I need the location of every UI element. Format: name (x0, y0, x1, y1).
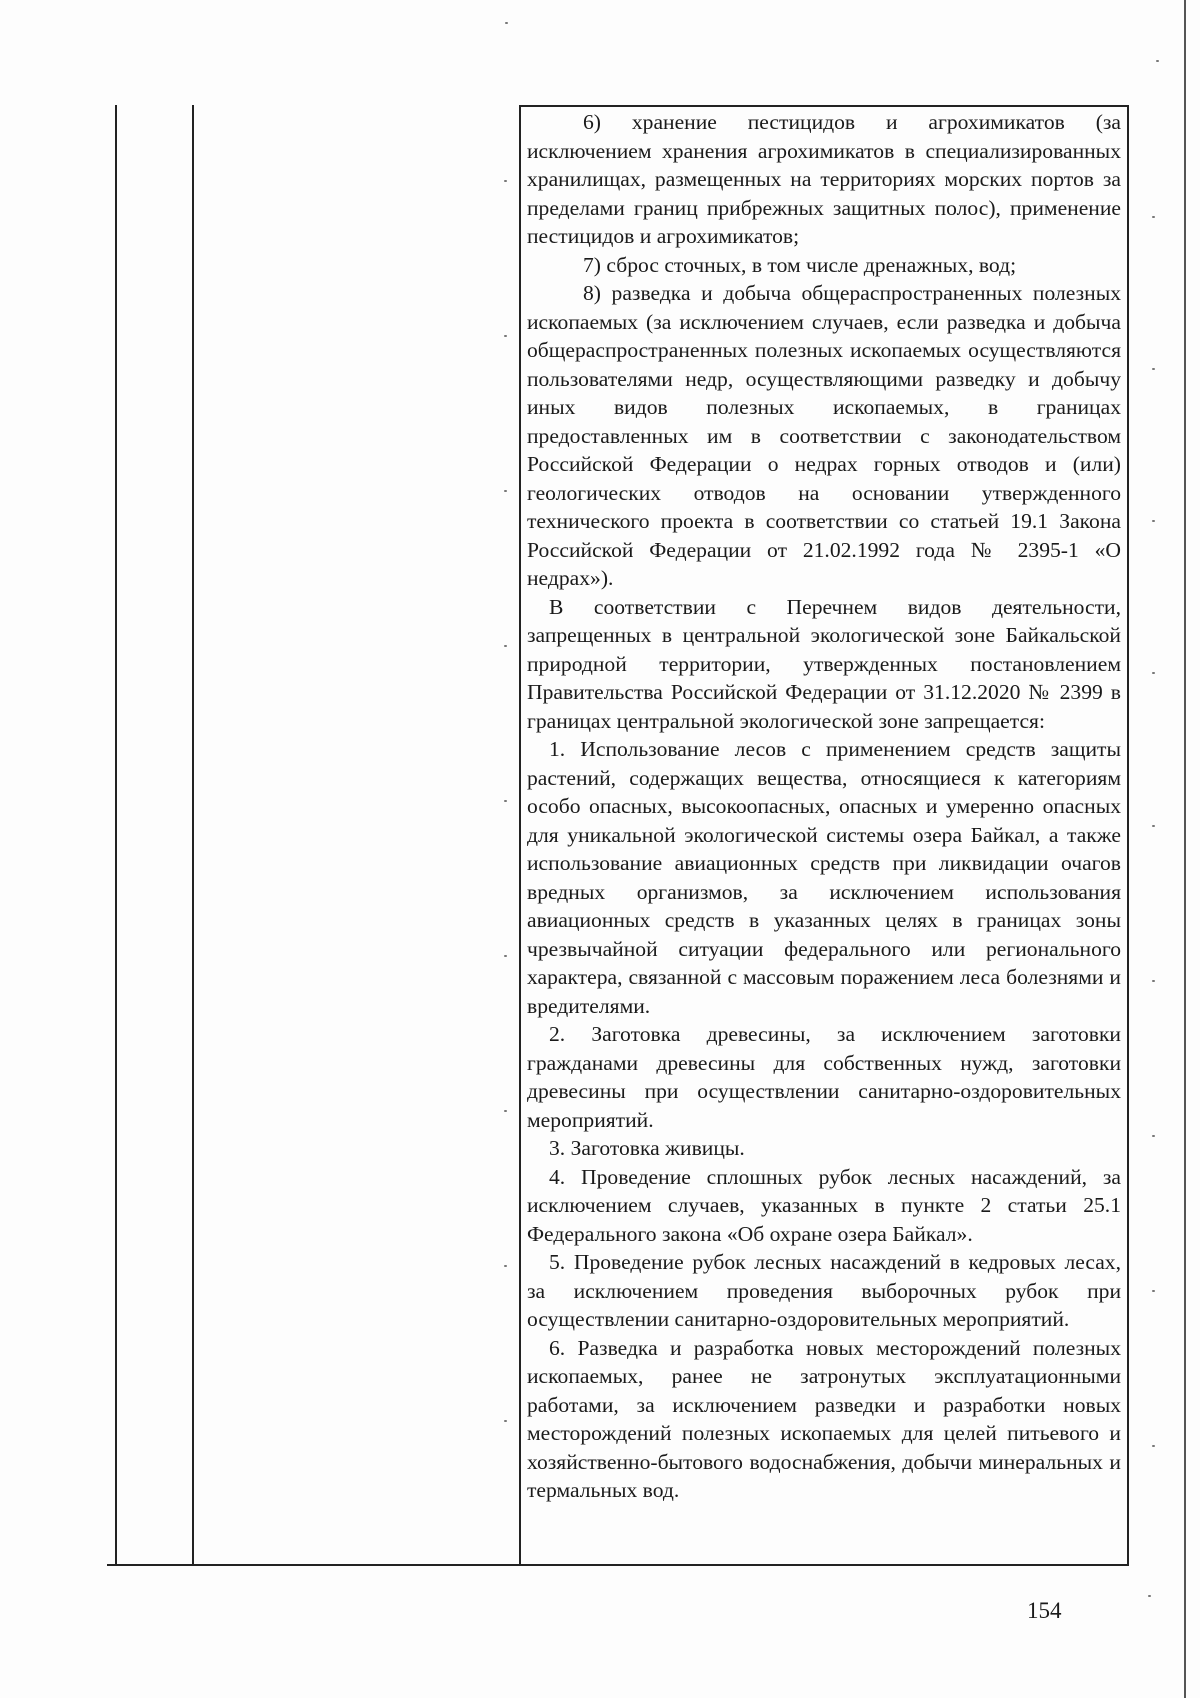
scan-speck (504, 645, 507, 647)
scan-speck (1152, 825, 1155, 827)
scan-speck (1152, 1445, 1155, 1447)
paragraph-point-6: 6. Разведка и разработка новых месторождений полезных ископаемых, ранее не затронутых эксплуатационными работами, за исключением разведки и разработки новых месторождений полезных ископаемых для целей питьевого и хозяйственно-бытового водоснабжения, добычи минеральных и термальных вод. (527, 1335, 1121, 1502)
scan-speck (504, 1110, 507, 1112)
paragraph-item-6: 6) хранение пестицидов и агрохимикатов (за исключением хранения агрохимикатов в специализированных хранилищах, размещенных на территориях морских портов за пределами границ прибрежных защитных полос), применение пестицидов и агрохимикатов; (527, 110, 1121, 248)
scan-speck (504, 1420, 507, 1422)
scan-speck (504, 180, 507, 182)
scan-speck (1152, 1135, 1155, 1137)
table-bottom-border (107, 1564, 1129, 1566)
scan-speck (1156, 60, 1159, 62)
scan-speck (1152, 980, 1155, 982)
scan-speck (1152, 216, 1155, 218)
scan-speck (504, 800, 507, 802)
paragraph-point-3: 3. Заготовка живицы. (549, 1136, 745, 1160)
scan-speck (504, 335, 507, 337)
paragraph-point-1: 1. Использование лесов с применением средств защиты растений, содержащих вещества, относящиеся к категориям особо опасных, высокоопасных, опасных и умеренно опасных для уникальной экологической системы озера Байкал, а также использование авиационных средств при ликвидации очагов вредных организмов, за исключением использования авиационных средств в указанных целях в границах зоны чрезвычайной ситуации федерального или регионального характера, связанной с массовым поражением леса болезнями и вредителями. (527, 737, 1121, 1018)
scan-edge (1184, 0, 1186, 1698)
scan-speck (1152, 672, 1155, 674)
scan-speck (1152, 368, 1155, 370)
paragraph-intro: В соответствии с Перечнем видов деятельности, запрещенных в центральной экологической зоне Байкальской природной территории, утвержденных постановлением Правительства Российской Федерации от 31.12.2020 № 2399 в границах центральной экологической зоне запрещается: (527, 594, 1121, 733)
scan-speck (504, 955, 507, 957)
table-column-border (192, 105, 194, 1565)
page-number: 154 (1027, 1598, 1062, 1623)
scan-speck (1152, 1290, 1155, 1292)
scan-speck (1152, 520, 1155, 522)
scan-speck (1148, 1595, 1151, 1597)
scan-speck (505, 22, 508, 24)
table-column-border (1127, 105, 1129, 1565)
table-top-border (519, 105, 1128, 107)
table-column-border (519, 105, 521, 1565)
table-cell-text (527, 108, 1121, 1505)
paragraph-point-2: 2. Заготовка древесины, за исключением заготовки гражданами древесины для собственных нужд, заготовки древесины при осуществлении санитарно-оздоровительных мероприятий. (527, 1022, 1121, 1132)
paragraph-point-4: 4. Проведение сплошных рубок лесных насаждений, за исключением случаев, указанных в пункте 2 статьи 25.1 Федерального закона «Об охране озера Байкал». (527, 1164, 1121, 1246)
scan-speck (504, 1265, 507, 1267)
paragraph-point-5: 5. Проведение рубок лесных насаждений в кедровых лесах, за исключением проведения выборочных рубок при осуществлении санитарно-оздоровительных мероприятий. (527, 1250, 1121, 1331)
paragraph-item-8: 8) разведка и добыча общераспространенных полезных ископаемых (за исключением случаев, если разведка и добыча общераспространенных полезных ископаемых осуществляются пользователями недр, осуществляющими разведку и добычу иных видов полезных ископаемых, в границах предоставленных им в соответствии с законодательством Российской Федерации о недрах горных отводов и (или) геологических отводов на основании утвержденного технического проекта в соответствии со статьей 19.1 Закона Российской Федерации от 21.02.1992 года № 2395-1 «О недрах»). (527, 281, 1121, 590)
table-column-border (115, 105, 117, 1565)
scan-speck (504, 490, 507, 492)
paragraph-item-7: 7) сброс сточных, в том числе дренажных, вод; (583, 252, 1017, 277)
